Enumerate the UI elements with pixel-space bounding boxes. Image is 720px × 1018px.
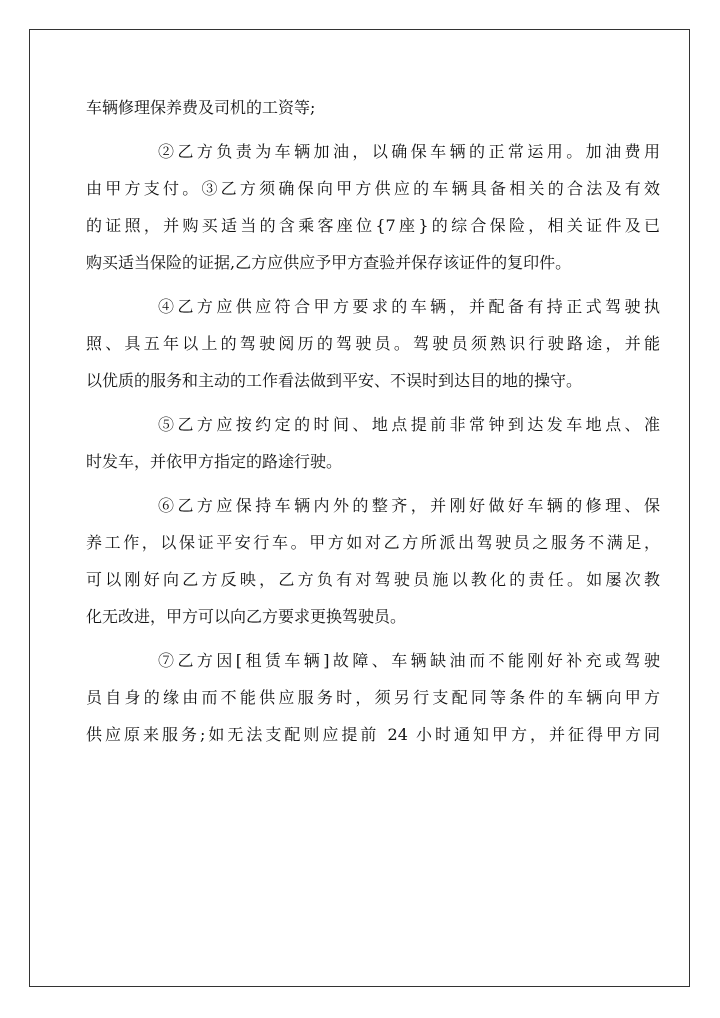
paragraph [86, 487, 660, 635]
paragraph [86, 288, 660, 399]
text-line: 可以刚好向乙方反映，乙方负有对驾驶员施以教化的责任。如屡次教 [86, 570, 660, 589]
paragraph [86, 642, 660, 753]
text-line: 养工作，以保证平安行车。甲方如对乙方所派出驾驶员之服务不满足， [86, 533, 660, 552]
text-line: 的证照，并购买适当的含乘客座位{7座}的综合保险，相关证件及已 [86, 216, 660, 235]
text-line: 购买适当保险的证据,乙方应供应予甲方查验并保存该证件的复印件。 [86, 253, 572, 272]
paragraph [86, 89, 660, 126]
paragraph [86, 133, 660, 281]
text-line: ⑦乙方因[租赁车辆]故障、车辆缺油而不能刚好补充或驾驶 [158, 651, 660, 670]
paragraph [86, 406, 660, 480]
text-line: ⑤乙方应按约定的时间、地点提前非常钟到达发车地点、准 [158, 415, 660, 434]
document-body [86, 89, 660, 760]
text-line: 员自身的缘由而不能供应服务时，须另行支配同等条件的车辆向甲方 [86, 688, 660, 707]
text-line: 车辆修理保养费及司机的工资等; [86, 98, 316, 117]
text-line: 化无改进，甲方可以向乙方要求更换驾驶员。 [86, 607, 407, 626]
text-line: 照、具五年以上的驾驶阅历的驾驶员。驾驶员须熟识行驶路途，并能 [86, 334, 660, 353]
text-line: 时发车，并依甲方指定的路途行驶。 [86, 452, 343, 471]
text-line: 供应原来服务;如无法支配则应提前 24 小时通知甲方，并征得甲方同 [86, 725, 660, 744]
text-line: 以优质的服务和主动的工作看法做到平安、不误时到达目的地的操守。 [86, 371, 583, 390]
text-line: ②乙方负责为车辆加油，以确保车辆的正常运用。加油费用 [158, 142, 660, 161]
text-line: ④乙方应供应符合甲方要求的车辆，并配备有持正式驾驶执 [158, 297, 660, 316]
text-line: 由甲方支付。③乙方须确保向甲方供应的车辆具备相关的合法及有效 [86, 179, 660, 198]
text-line: ⑥乙方应保持车辆内外的整齐，并刚好做好车辆的修理、保 [158, 496, 660, 515]
